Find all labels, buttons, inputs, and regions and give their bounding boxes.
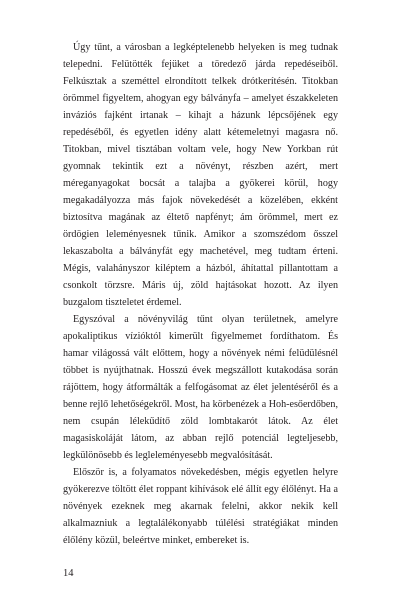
paragraph: Egyszóval a növényvilág tűnt olyan területnek, amelyre apokaliptikus vízióktól kimerült figyelmemet fordíthatom. És hamar világossá vált előttem, hogy a növények némi felüdülésnél többet is nyújthatnak. Hosszú évek megszállott kutakodása során rájöttem, hogy átformálták a felfogásomat az élet jelentéséről és a benne rejlő lehetőségekről. Most, ha körbenézek a Hoh-esőerdőben, nem csupán lélekűdítő zöld lombtakarót látok. Az élet magasiskoláját látom, az abban rejlő potenciál legteljesebb, legkülönösebb és legleleményesebb megvalósítását. xyxy=(63,314,338,461)
body-text xyxy=(63,39,338,549)
page-number: 14 xyxy=(63,568,74,579)
paragraph: Úgy tűnt, a városban a legképtelenebb helyeken is meg tudnak telepedni. Felütötték fejüket a töredező járda repedéseiből. Felkúsztak a szeméttel elrondított telkek drótkerítésén. Titokban örömmel figyeltem, ahogyan egy bálványfa – amelyet északkeleten inváziós fajként irtanak – kihajt a házunk lépcsőjének egy repedéséből, és egyetlen idény alatt kétemeletnyi magasra nő. Titokban, mivel tisztában voltam vele, hogy New Yorkban rút gyomnak tekintik ezt a növényt, részben azért, mert méreganyagokat bocsát a talajba a gyökerei körül, hogy megakadályozza más fajok növekedését a közelében, ekként biztosítva magának az éltető napfényt; ám örömmel, mert ez ördögien leleményesnek tűnik. Amikor a szomszédom ősszel lekaszabolta a bálványfát egy machetével, meg tudtam érteni. Mégis, valahányszor kiléptem a házból, áhítattal pillantottam a csonkolt törzsre. Máris új, zöld hajtásokat hozott. Az ilyen buzgalom tiszteletet érdemel. xyxy=(63,42,338,308)
paragraph: Először is, a folyamatos növekedésben, mégis egyetlen helyre gyökerezve töltött élet roppant kihívások elé állít egy élőlényt. Ha a növények ezeknek meg akarnak felelni, akkor nekik kell alkalmazniuk a legtalálékonyabb túlélési stratégiákat minden élőlény közül, beleértve minket, embereket is. xyxy=(63,467,338,546)
